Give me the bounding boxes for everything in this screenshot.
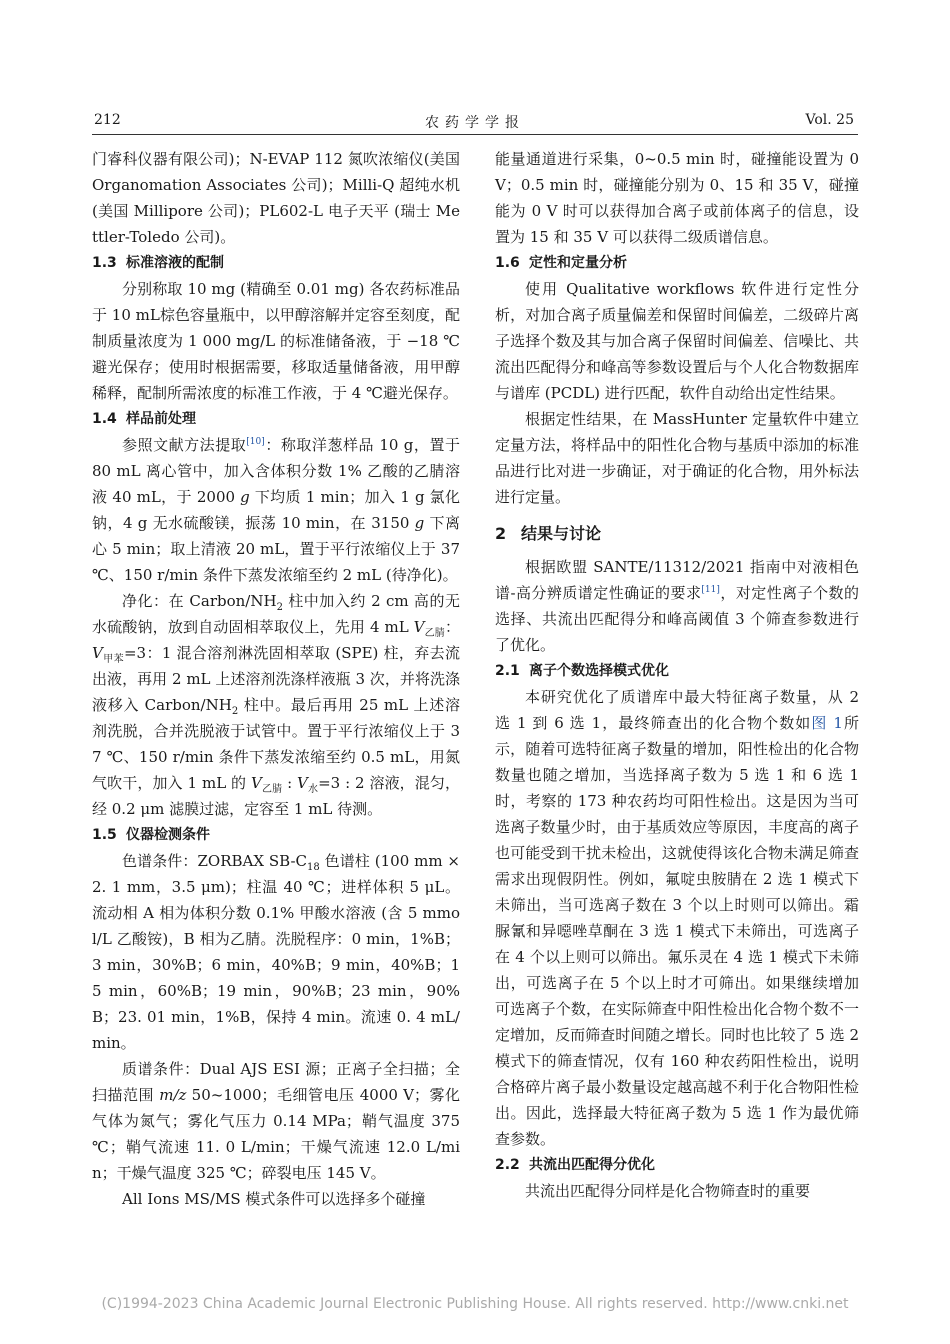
section-heading-2-2: 2.2 共流出匹配得分优化 — [495, 1157, 655, 1173]
figure-1-link[interactable]: 图 1 — [811, 714, 843, 732]
copyright-footer: (C)1994-2023 China Academic Journal Electronic Publishing House. All rights reserved. http://www.cnki.net — [101, 1296, 849, 1312]
paragraph-results-intro: 根据欧盟 SANTE/11312/2021 指南中对液相色谱-高分辨质谱定性确证的要求[11]，对定性离子个数的选择、共流出匹配得分和峰高阈值 3 个筛查参数进行了优化。 — [495, 558, 859, 654]
section-heading-1-6: 1.6 定性和定量分析 — [495, 255, 627, 271]
paragraph-sample-extraction: 参照文献方法提取[10]：称取洋葱样品 10 g，置于 80 mL 离心管中，加入含体积分数 1% 乙酸的乙腈溶液 40 mL，于 2000 g 下均质 1 min；加入 1 g 氯化钠，4 g 无水硫酸镁，振荡 10 min，在 3150 g 下离心 5 min；取上清液 20 mL，置于平行浓缩仪上于 37 ℃、150 r/min 条件下蒸发浓缩至约 2 mL (待净化)。 — [92, 436, 460, 584]
section-heading-2: 2 结果与讨论 — [495, 524, 602, 543]
citation-11[interactable]: [11] — [701, 585, 720, 595]
running-header — [92, 112, 858, 134]
paragraph-collision-energy: 能量通道进行采集，0~0.5 min 时，碰撞能设置为 0 V；0.5 min 时，碰撞能分别为 0、15 和 35 V，碰撞能为 0 V 时可以获得加合离子或前体离子的信息，设置为 15 和 35 V 可以获得二级质谱信息。 — [495, 150, 859, 246]
section-heading-1-4: 1.4 样品前处理 — [92, 411, 196, 427]
paragraph-standard-solution: 分别称取 10 mg (精确至 0.01 mg) 各农药标准品于 10 mL棕色容量瓶中，以甲醇溶解并定容至刻度，配制质量浓度为 1 000 mg/L 的标准储备液，于 −18 ℃ 避光保存；使用时根据需要，移取适量储备液，用甲醇稀释，配制所需浓度的标准工作液，于 4 ℃避光保存。 — [92, 280, 460, 402]
paragraph-chromatography: 色谱条件：ZORBAX $SB-C_{18}$ 色谱柱 (100 mm × 2. 1 mm，3.5 μm)；柱温 40 ℃；进样体积 5 μL。流动相 A 相为体积分数 0.1% 甲酸水溶液 (含 5 mmol/L 乙酸铵)，B 相为乙腈。洗脱程序：0 min，1%B；3 min，30%B；6 min，40%B；9 min，40%B；15 min，60%B；19 min，90%B；23 min，90%B；23. 01 min，1%B，保持 4 min。流速 0. 4 mL/min。 — [92, 852, 460, 1052]
paragraph-quantitative: 根据定性结果，在 MassHunter 定量软件中建立定量方法，将样品中的阳性化合物与基质中添加的标准品进行比对进一步确证，对于确证的化合物，用外标法进行定量。 — [495, 410, 859, 506]
journal-title: 农药学学报 — [425, 115, 525, 131]
paragraph-qualitative: 使用 Qualitative workflows 软件进行定性分析，对加合离子质量偏差和保留时间偏差，二级碎片离子选择个数及其与加合离子保留时间偏差、信噪比、共流出匹配得分和峰高等参数设置后与个人化合物数据库与谱库 (PCDL) 进行匹配，软件自动给出定性结果。 — [495, 280, 859, 402]
paragraph-sample-cleanup: 净化：在 Carbon/$NH_2$ 柱中加入约 2 cm 高的无水硫酸钠，放到自动固相萃取仪上，先用 4 mL $V_{乙腈}$：$V_{甲苯}=3$：1 混合溶剂淋洗固相萃取 (SPE) 柱，弃去流出液，再用 2 mL 上述溶剂洗涤样液瓶 3 次，并将洗涤液移入 Carbon/$NH_2$ 柱中。最后再用 25 mL 上述溶剂洗脱，合并洗脱液于试管中。置于平行浓缩仪上于 37 ℃、150 r/min 条件下蒸发浓缩至约 0.5 mL，用氮气吹干，加入 1 mL 的 $V_{乙腈}$ : $V_水=3$ : 2 溶液，混匀，经 0.2 μm 滤膜过滤，定容至 1 mL 待测。 — [92, 592, 461, 818]
header-rule — [92, 134, 858, 135]
volume-label: Vol. 25 — [805, 112, 854, 128]
section-heading-1-5: 1.5 仪器检测条件 — [92, 827, 210, 843]
citation-10[interactable]: [10] — [246, 437, 265, 447]
paragraph-instruments-cont: 门睿科仪器有限公司)；N-EVAP 112 氮吹浓缩仪(美国 Organomation Associates 公司)；Milli-Q 超纯水机 (美国 Millipore 公司)；PL602-L 电子天平 (瑞士 Mettler-Toledo 公司)。 — [92, 150, 460, 246]
page-number: 212 — [94, 112, 121, 128]
section-heading-1-3: 1.3 标准溶液的配制 — [92, 255, 224, 271]
paragraph-ion-selection: 本研究优化了质谱库中最大特征离子数量，从 2 选 1 到 6 选 1，最终筛查出的化合物个数如图 1所示，随着可选特征离子数量的增加，阳性检出的化合物数量也随之增加，当选择离子数为 5 选 1 和 6 选 1 时，考察的 173 种农药均可阳性检出。这是因为当可选离子数量少时，由于基质效应等原因，丰度高的离子也可能受到干扰未检出，这就使得该化合物未满足筛查需求出现假阴性。例如，氟啶虫胺腈在 2 选 1 模式下未筛出，当可选离子数在 3 个以上时则可以筛出。霜脲氰和异噁唑草酮在 3 选 1 模式下未筛出，可选离子在 4 个以上则可以筛出。氟乐灵在 4 选 1 模式下未筛出，可选离子在 5 个以上时才可筛出。如果继续增加可选离子个数，在实际筛查中阳性检出化合物个数不一定增加，反而筛查时间随之增长。同时也比较了 5 选 2 模式下的筛查情况，仅有 160 种农药阳性检出，说明合格碎片离子最小数量设定越高越不利于化合物阳性检出。因此，选择最大特征离子数为 5 选 1 作为最优筛查参数。 — [495, 688, 859, 1148]
left-column — [92, 146, 460, 1212]
paragraph-all-ions: All Ions MS/MS 模式条件可以选择多个碰撞 — [122, 1190, 426, 1208]
paragraph-mass-spec: 质谱条件：Dual AJS ESI 源；正离子全扫描；全扫描范围 m/z 50~1000；毛细管电压 4000 V；雾化气体为氮气；雾化气压力 0.14 MPa；鞘气温度 375 ℃；鞘气流速 11. 0 L/min；干燥气流速 12.0 L/min；干燥气温度 325 ℃；碎裂电压 145 V。 — [92, 1060, 460, 1182]
paragraph-coelution: 共流出匹配得分同样是化合物筛查时的重要 — [525, 1182, 811, 1200]
section-heading-2-1: 2.1 离子个数选择模式优化 — [495, 663, 669, 679]
right-column — [495, 146, 859, 1204]
